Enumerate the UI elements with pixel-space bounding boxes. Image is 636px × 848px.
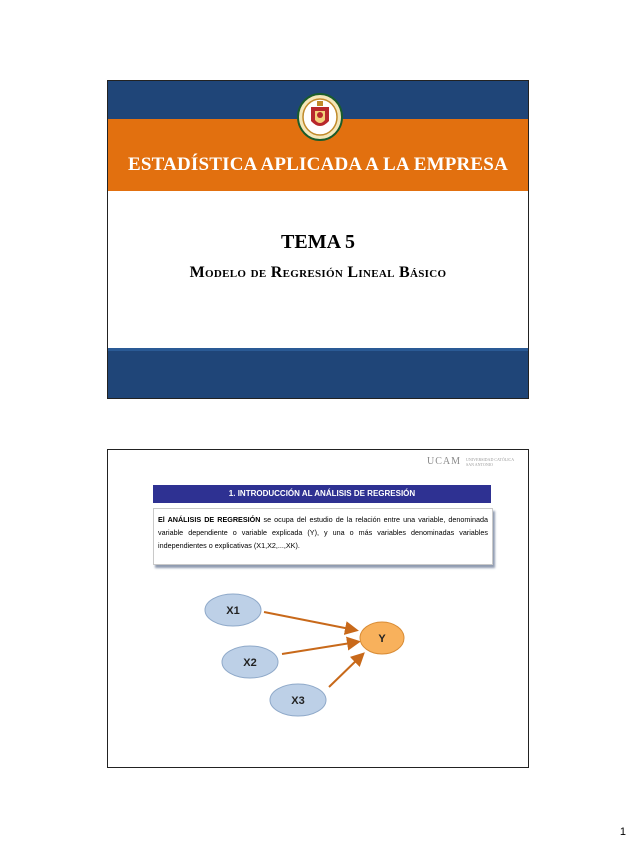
definition-text: se ocupa del estudio de la relación entre una variable, denominada variable dependiente o variable explicada (Y), y una o más variables denominadas variables independientes o explicativas (X1,X2,...,XK). (158, 515, 488, 550)
node-x1-label: X1 (226, 605, 240, 617)
course-title: ESTADÍSTICA APLICADA A LA EMPRESA (127, 154, 508, 175)
ucam-logo (427, 456, 520, 467)
topic-number: TEMA 5 (281, 231, 355, 253)
ucam-logo-text: UCAM (426, 456, 461, 467)
arrow-x2-y (282, 642, 357, 654)
node-x3-label: X3 (291, 695, 305, 707)
node-x2-label: X2 (243, 657, 257, 669)
node-x3 (270, 684, 326, 716)
regression-diagram (108, 580, 529, 730)
definition-box (153, 508, 493, 565)
university-seal-icon (297, 93, 343, 141)
section-title: 1. INTRODUCCIÓN AL ANÁLISIS DE REGRESIÓN (153, 485, 491, 503)
node-y-label: Y (378, 633, 386, 645)
topic-title: Modelo de Regresión Lineal Básico (189, 264, 447, 281)
title-slide (107, 80, 529, 399)
ucam-logo-subtitle: UNIVERSIDAD CATÓLICA SAN ANTONIO (466, 456, 514, 467)
arrow-x3-y (329, 655, 362, 687)
bottom-band (108, 348, 528, 399)
node-y (360, 622, 404, 654)
node-x2 (222, 646, 278, 678)
content-slide (107, 449, 529, 768)
node-x1 (205, 594, 261, 626)
definition-term: El ANÁLISIS DE REGRESIÓN (158, 515, 261, 524)
arrow-x1-y (264, 612, 355, 630)
page-number: 1 (619, 826, 626, 838)
